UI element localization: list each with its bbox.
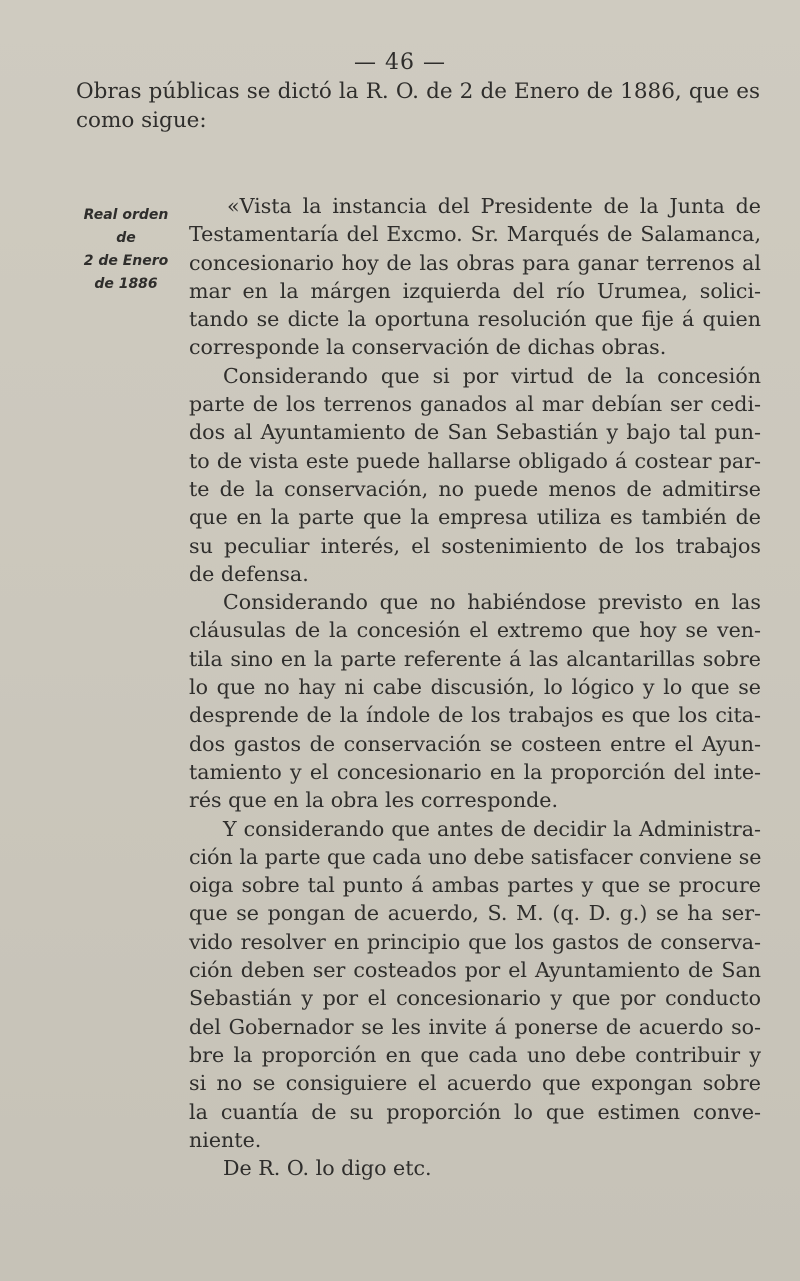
- margin-note: [76, 204, 176, 296]
- text-line: tila sino en la parte referente á las alcantarillas sobre: [189, 646, 761, 671]
- intro-line-2: como sigue:: [76, 108, 207, 133]
- text-line: Sebastián y por el concesionario y que por conducto: [189, 986, 761, 1011]
- intro-line-1: Obras públicas se dictó la R. O. de 2 de Enero de 1886, que es: [76, 79, 760, 104]
- text-line: parte de los terrenos ganados al mar debían ser cedi-: [189, 392, 761, 417]
- text-line: Considerando que si por virtud de la concesión: [223, 363, 761, 388]
- text-line: Y considerando que antes de decidir la Administra-: [223, 816, 761, 841]
- intro-paragraph: [76, 77, 760, 135]
- text-line: rés que en la obra les corresponde.: [189, 788, 559, 813]
- text-line: dos gastos de conservación se costeen entre el Ayun-: [189, 731, 761, 756]
- text-line: que se pongan de acuerdo, S. M. (q. D. g.) se ha ser-: [189, 901, 761, 926]
- text-line: niente.: [189, 1127, 262, 1152]
- text-line: vido resolver en principio que los gastos de conserva-: [189, 929, 761, 954]
- page-number: — 46 —: [354, 50, 446, 75]
- text-line: te de la conservación, no puede menos de admitirse: [189, 476, 761, 501]
- margin-note-line-3: 2 de Enero: [83, 253, 169, 269]
- text-line: cláusulas de la concesión el extremo que hoy se ven-: [189, 618, 761, 643]
- text-line: tamiento y el concesionario en la proporción del inte-: [189, 759, 761, 784]
- text-line: del Gobernador se les invite á ponerse de acuerdo so-: [189, 1014, 761, 1039]
- text-line: lo que no hay ni cabe discusión, lo lógico y lo que se: [189, 675, 761, 700]
- margin-note-line-2: de: [116, 230, 136, 246]
- text-line: De R. O. lo digo etc.: [223, 1156, 432, 1181]
- text-line: dos al Ayuntamiento de San Sebastián y bajo tal pun-: [189, 420, 761, 445]
- text-line: desprende de la índole de los trabajos es que los cita-: [189, 703, 761, 728]
- royal-order-text: [189, 192, 761, 1182]
- text-line: Testamentaría del Excmo. Sr. Marqués de Salamanca,: [189, 222, 761, 247]
- text-line: que en la parte que la empresa utiliza es también de: [189, 505, 761, 530]
- text-line: la cuantía de su proporción lo que estimen conve-: [189, 1099, 761, 1124]
- text-line: de defensa.: [189, 561, 309, 586]
- text-line: Considerando que no habiéndose previsto en las: [223, 590, 761, 615]
- margin-note-line-1: Real orden: [83, 207, 169, 223]
- text-line: concesionario hoy de las obras para ganar terrenos al: [189, 250, 761, 275]
- text-line: ción deben ser costeados por el Ayuntamiento de San: [189, 958, 761, 983]
- text-line: oiga sobre tal punto á ambas partes y que se procure: [189, 873, 761, 898]
- text-line: su peculiar interés, el sostenimiento de los trabajos: [189, 533, 761, 558]
- text-line: to de vista este puede hallarse obligado á costear par-: [189, 448, 761, 473]
- text-line: «Vista la instancia del Presidente de la Junta de: [227, 194, 761, 218]
- margin-note-line-4: de 1886: [94, 276, 158, 292]
- text-line: tando se dicte la oportuna resolución que fije á quien: [189, 307, 761, 332]
- text-line: ción la parte que cada uno debe satisfacer conviene se: [189, 844, 762, 869]
- text-line: corresponde la conservación de dichas obras.: [189, 335, 667, 360]
- text-line: si no se consiguiere el acuerdo que expongan sobre: [189, 1071, 761, 1096]
- text-line: mar en la márgen izquierda del río Urumea, solici-: [189, 278, 761, 303]
- text-line: bre la proporción en que cada uno debe contribuir y: [189, 1042, 761, 1067]
